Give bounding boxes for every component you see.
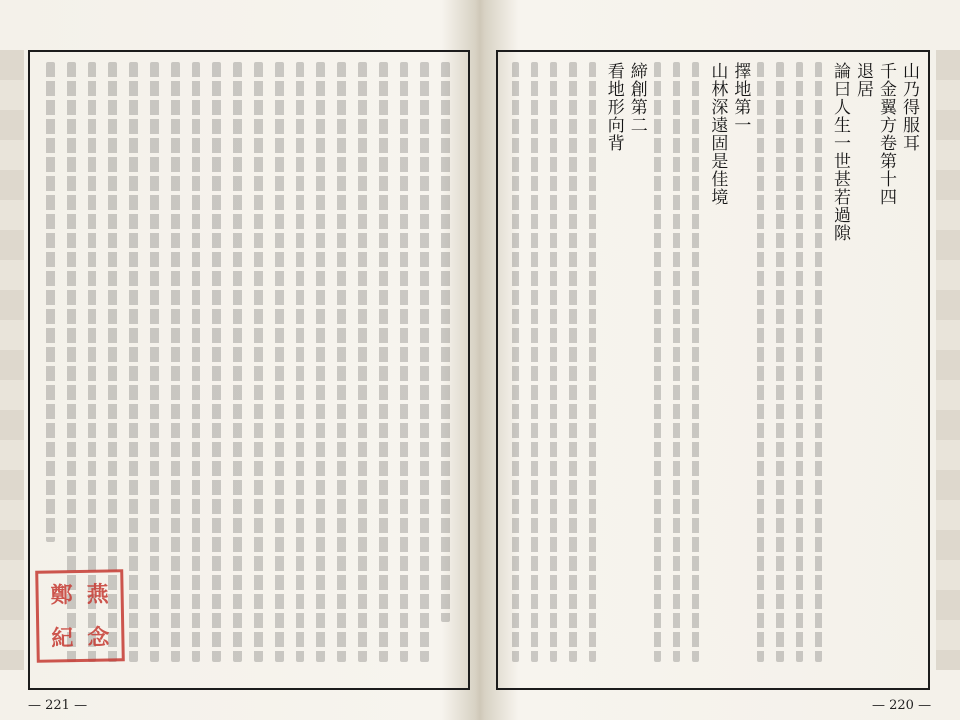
chapter-title: 退居: [853, 62, 873, 98]
red-seal-stamp: 鄭 燕 紀 念: [35, 569, 125, 663]
text-column: [212, 62, 221, 662]
text-column: [692, 62, 699, 662]
text-column: [171, 62, 180, 662]
right-page-columns: [506, 62, 920, 674]
text-column: [550, 62, 557, 662]
book-title: 千金翼方卷第十四: [876, 62, 896, 206]
text-column: [815, 62, 822, 662]
left-page: [0, 0, 478, 720]
text-column: [379, 62, 388, 662]
text-column: [757, 62, 764, 662]
text-column: [233, 62, 242, 662]
text-column: [654, 62, 661, 662]
text-column: [776, 62, 783, 662]
text-column: [400, 62, 409, 662]
lead-text-1: 論曰人生一世甚若過隙: [830, 62, 850, 242]
right-page: [482, 0, 960, 720]
text-column: [337, 62, 346, 662]
page-number-right: — 220 —: [872, 698, 932, 713]
text-column: [192, 62, 201, 662]
text-column: [150, 62, 159, 662]
text-column: [796, 62, 803, 662]
text-column: [129, 62, 138, 662]
text-column: [512, 62, 519, 662]
text-column: [441, 62, 450, 622]
text-column: [673, 62, 680, 662]
page-number-left: — 221 —: [28, 698, 88, 713]
text-column: [275, 62, 284, 662]
right-page-edge: [936, 50, 960, 670]
header-column: 山乃得服耳: [899, 62, 919, 152]
text-column: [254, 62, 263, 662]
text-column: [420, 62, 429, 662]
lead-text-2: 山林深遠固是佳境: [707, 62, 728, 206]
text-column: [296, 62, 305, 662]
text-column: [589, 62, 596, 662]
left-page-edge: [0, 50, 24, 670]
section-heading: 擇地第一: [730, 62, 751, 134]
text-column: [46, 62, 55, 542]
text-column: [531, 62, 538, 662]
section-heading: 締創第二: [626, 62, 647, 134]
text-column: [569, 62, 576, 662]
text-column: [316, 62, 325, 662]
text-column: [358, 62, 367, 662]
lead-text-3: 看地形向背: [603, 62, 624, 152]
